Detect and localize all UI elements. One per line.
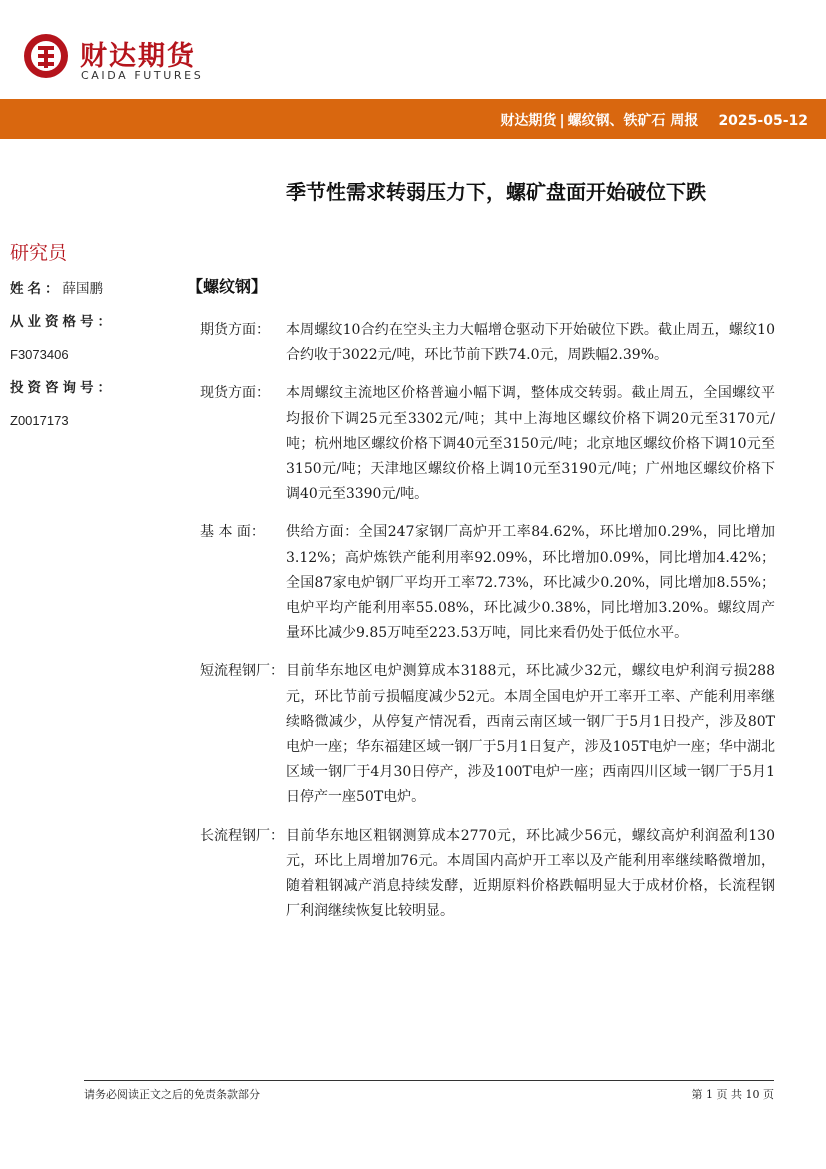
paragraph-label: 基 本 面： [200, 524, 265, 541]
report-header-text [500, 110, 808, 130]
header-company: 财达期货 [500, 113, 557, 129]
rebar-analysis [200, 318, 775, 937]
caida-logo-icon [22, 32, 70, 80]
paragraph-label: 现货方面： [200, 385, 270, 402]
header-report-name: 螺纹钢、铁矿石 周报 [567, 113, 699, 129]
advisor-number-row [10, 411, 170, 444]
paragraph-text: 供给方面：全国247家钢厂高炉开工率84.62%，环比增加0.29%，同比增加3.12%；高炉炼铁产能利用率92.09%，环比增加0.09%，同比增加4.42%；全国87家电炉钢厂平均开工率72.73%，环比减少0.20%，同比增加8.55%；电炉平均产能利用率55.08%，环比减少0.38%，同比增加3.20%。螺纹周产量环比减少9.85万吨至223.53万吨，同比来看仍处于低位水平。 [286, 524, 775, 642]
researcher-heading: 研究员 [10, 242, 68, 264]
long-process-paragraph [200, 824, 775, 925]
paragraph-label: 期货方面： [200, 322, 270, 338]
advisor-number: Z0017173 [10, 413, 69, 428]
researcher-name-label: 姓名： [10, 281, 63, 297]
license-number-row [10, 345, 170, 378]
paragraph-text: 本周螺纹10合约在空头主力大幅增仓驱动下开始破位下跌。截止周五，螺纹10合约收于3022元/吨，环比节前下跌74.0元，周跌幅2.39%。 [286, 322, 775, 364]
fundamentals-paragraph [200, 520, 775, 646]
researcher-name: 薛国鹏 [62, 281, 103, 297]
report-header-bar [0, 99, 826, 139]
footer-divider [84, 1080, 774, 1081]
paragraph-text: 目前华东地区电炉测算成本3188元，环比减少32元，螺纹电炉利润亏损288元，环比节前亏损幅度减少52元。本周全国电炉开工率开工率、产能利用率继续略微减少，从停复产情况看，西南云南区域一钢厂于5月1日投产，涉及80T电炉一座；华东福建区域一钢厂于5月1日复产，涉及105T电炉一座；华中湖北区域一钢厂于4月30日停产，涉及100T电炉一座；西南四川区域一钢厂于5月1日停产一座50T电炉。 [286, 663, 775, 806]
paragraph-text: 本周螺纹主流地区价格普遍小幅下调，整体成交转弱。截止周五，全国螺纹平均报价下调25元至3302元/吨；其中上海地区螺纹价格下调20元至3170元/吨；杭州地区螺纹价格下调40元至3150元/吨；北京地区螺纹价格下调10元至3150元/吨；天津地区螺纹价格上调10元至3190元/吨；广州地区螺纹价格下调40元至3390元/吨。 [286, 385, 775, 503]
short-process-paragraph [200, 659, 775, 810]
section-title: 【螺纹钢】 [187, 277, 268, 296]
paragraph-text: 目前华东地区粗钢测算成本2770元，环比减少56元，螺纹高炉利润盈利130元，环比上周增加76元。本周国内高炉开工率以及产能利用率继续略微增加，随着粗钢减产消息持续发酵，近期原料价格跌幅明显大于成材价格，长流程钢厂利润继续恢复比较明显。 [286, 827, 775, 920]
spot-paragraph [200, 381, 775, 507]
advisor-label: 投资咨询号： [10, 380, 115, 396]
license-number: F3073406 [10, 347, 69, 362]
paragraph-label: 长流程钢厂： [200, 827, 284, 844]
brand-logo [22, 32, 222, 88]
advisor-label-row [10, 378, 170, 411]
license-label: 从业资格号： [10, 314, 115, 330]
header-separator: | [559, 113, 565, 129]
researcher-sidebar [10, 238, 170, 444]
brand-name-cn: 财达期货 [80, 41, 196, 72]
license-label-row [10, 312, 170, 345]
footer-page-number: 第 1 页 共 10 页 [691, 1088, 774, 1101]
paragraph-label: 短流程钢厂： [200, 663, 284, 680]
report-title: 季节性需求转弱压力下，螺矿盘面开始破位下跌 [286, 180, 706, 204]
footer-disclaimer: 请务必阅读正文之后的免责条款部分 [84, 1088, 260, 1101]
researcher-name-row [10, 279, 170, 312]
brand-name-en: CAIDA FUTURES [81, 69, 204, 82]
header-date: 2025-05-12 [718, 113, 808, 129]
futures-paragraph [200, 318, 775, 368]
